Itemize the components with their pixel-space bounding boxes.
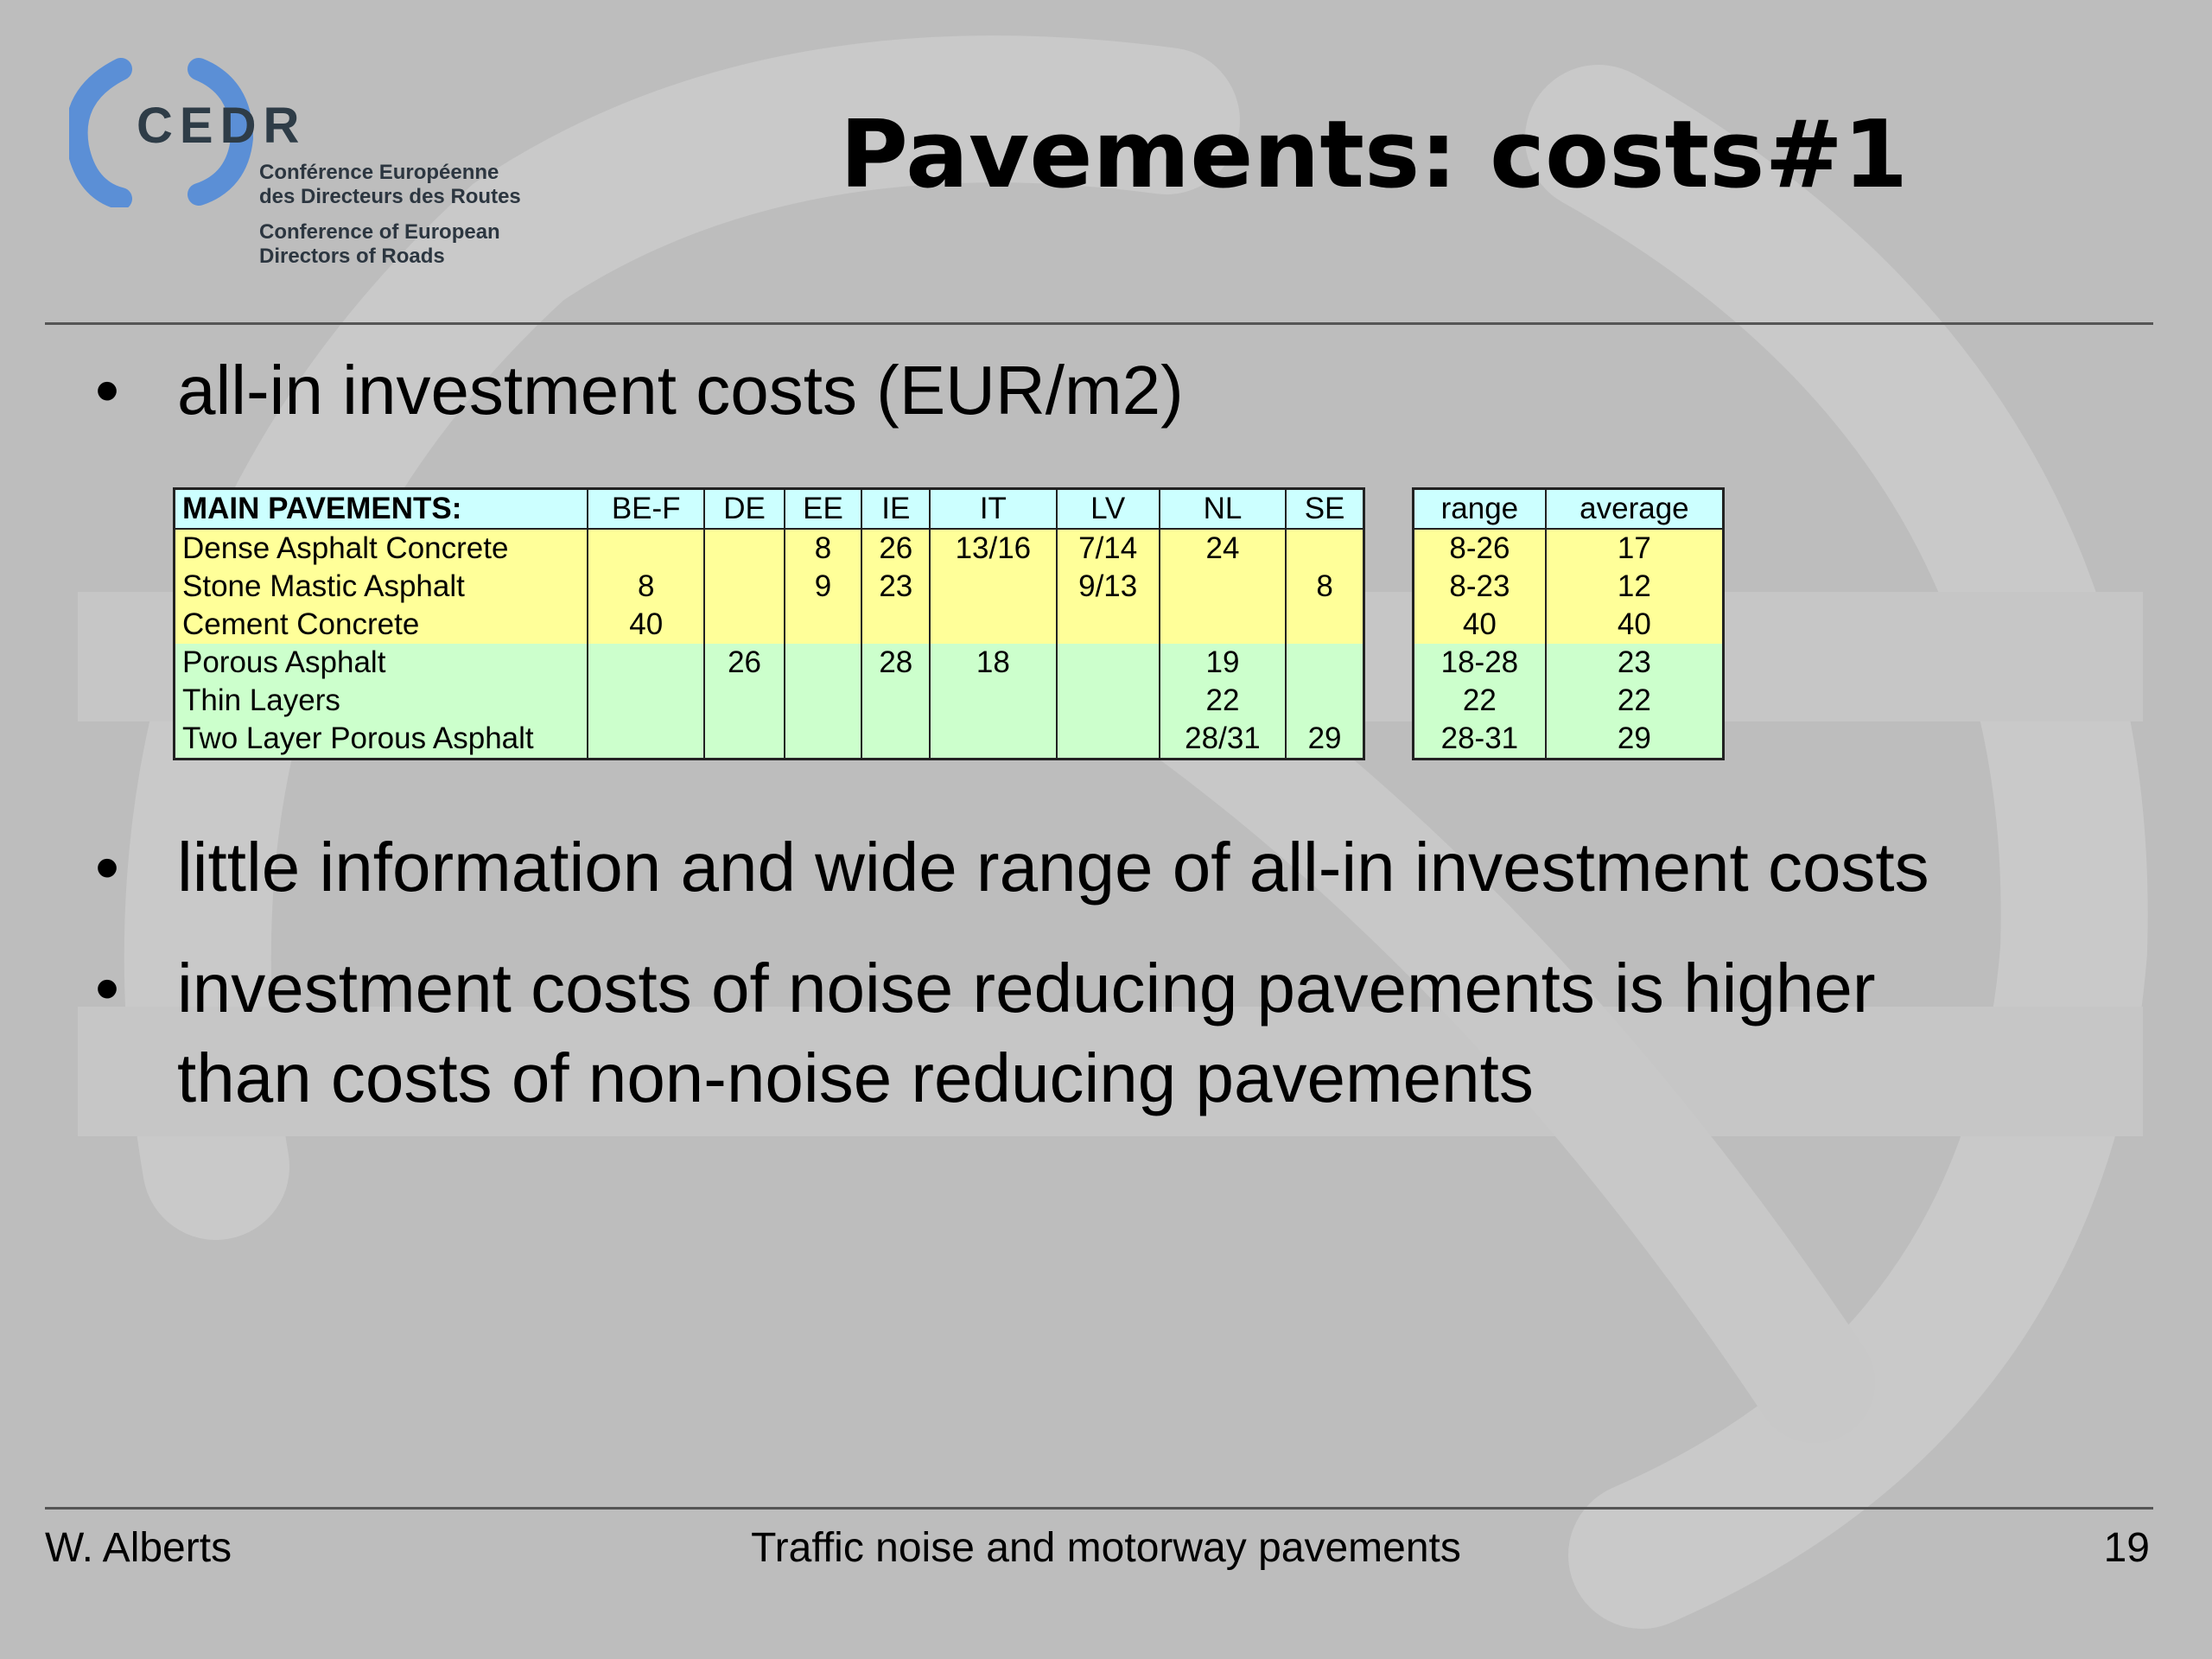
table-cell: 8 [1286,568,1363,606]
table-cell [861,682,930,720]
table-cell [930,568,1056,606]
table-cell [785,682,862,720]
table-cell: 8 [785,529,862,568]
header-ie: IE [861,489,930,530]
table-row [175,606,1364,644]
bullet-2-text: little information and wide range of all-in investment costs [177,829,1929,906]
table-cell [1057,682,1160,720]
table-row [1414,720,1724,760]
table-header-row [175,489,1364,530]
table-cell: 28/31 [1160,720,1286,760]
table-cell: 28 [861,644,930,682]
header-de: DE [704,489,784,530]
table-cell: 8-26 [1414,529,1546,568]
summary-table [1412,487,1725,760]
header-average: average [1546,489,1724,530]
table-cell [861,606,930,644]
table-cell: 8 [588,568,704,606]
table-cell: 40 [1414,606,1546,644]
bullet-1-text: all-in investment costs (EUR/m2) [177,352,1184,429]
main-pavements-table [173,487,1365,760]
table-row [175,720,1364,760]
table-cell: 24 [1160,529,1286,568]
table-cell: 26 [861,529,930,568]
row-label: Dense Asphalt Concrete [175,529,588,568]
table-cell [930,682,1056,720]
table-cell: 23 [1546,644,1724,682]
row-label: Cement Concrete [175,606,588,644]
table-cell [1286,682,1363,720]
table-cell [1160,568,1286,606]
footer-topic: Traffic noise and motorway pavements [751,1525,1461,1571]
logo-wordmark: CEDR [137,98,307,154]
header-divider [45,322,2153,325]
table-cell: 40 [588,606,704,644]
bullet-marker: • [95,829,120,906]
header-lv: LV [1057,489,1160,530]
header-it: IT [930,489,1056,530]
footer-author: W. Alberts [45,1525,232,1571]
table-row [175,644,1364,682]
table-cell [588,682,704,720]
table-cell [588,529,704,568]
header-range: range [1414,489,1546,530]
table-cell [1057,720,1160,760]
footer-page-number: 19 [2103,1525,2150,1571]
table-cell: 40 [1546,606,1724,644]
table-cell [1160,606,1286,644]
table-cell [704,529,784,568]
table-cell [930,606,1056,644]
logo-line-3: Conference of European [259,220,500,244]
table-cell: 12 [1546,568,1724,606]
row-label: Porous Asphalt [175,644,588,682]
table-cell: 29 [1286,720,1363,760]
table-cell [704,568,784,606]
table-row [175,682,1364,720]
table-cell [785,720,862,760]
table-cell: 22 [1546,682,1724,720]
table-cell [1057,644,1160,682]
header-ee: EE [785,489,862,530]
bullet-3-text-line-2: than costs of non-noise reducing pavements [177,1039,1534,1116]
table-cell: 13/16 [930,529,1056,568]
bullet-marker: • [95,950,120,1027]
table-cell: 26 [704,644,784,682]
table-cell [785,644,862,682]
table-cell: 22 [1160,682,1286,720]
table-cell [1286,644,1363,682]
table-cell: 7/14 [1057,529,1160,568]
row-label: Two Layer Porous Asphalt [175,720,588,760]
logo-line-4: Directors of Roads [259,245,445,268]
header-se: SE [1286,489,1363,530]
table-cell [785,606,862,644]
table-cell: 8-23 [1414,568,1546,606]
header-main-pavements: MAIN PAVEMENTS: [175,489,588,530]
row-label: Stone Mastic Asphalt [175,568,588,606]
table-cell [704,720,784,760]
table-cell: 17 [1546,529,1724,568]
header-be-f: BE-F [588,489,704,530]
table-cell [1286,606,1363,644]
table-row [1414,568,1724,606]
table-row [1414,529,1724,568]
table-header-row [1414,489,1724,530]
table-row [175,568,1364,606]
table-cell: 19 [1160,644,1286,682]
table-cell: 9 [785,568,862,606]
table-cell [704,682,784,720]
table-cell [1057,606,1160,644]
table-row [1414,606,1724,644]
table-cell: 29 [1546,720,1724,760]
table-cell [861,720,930,760]
logo-line-1: Conférence Européenne [259,161,499,184]
logo-line-2: des Directeurs des Routes [259,185,521,208]
table-row [175,529,1364,568]
bullet-marker: • [95,352,120,429]
bullet-3-text-line-1: investment costs of noise reducing pavements is higher [177,950,1876,1027]
slide-title: Pavements: costs#1 [839,101,1909,209]
table-cell: 28-31 [1414,720,1546,760]
table-cell [1286,529,1363,568]
table-cell: 9/13 [1057,568,1160,606]
table-cell [588,644,704,682]
row-label: Thin Layers [175,682,588,720]
footer-divider [45,1507,2153,1510]
table-row [1414,644,1724,682]
table-cell: 23 [861,568,930,606]
table-row [1414,682,1724,720]
table-cell: 18 [930,644,1056,682]
table-cell: 22 [1414,682,1546,720]
table-cell [930,720,1056,760]
header-nl: NL [1160,489,1286,530]
table-cell: 18-28 [1414,644,1546,682]
table-cell [704,606,784,644]
table-cell [588,720,704,760]
cedr-logo [69,52,536,276]
